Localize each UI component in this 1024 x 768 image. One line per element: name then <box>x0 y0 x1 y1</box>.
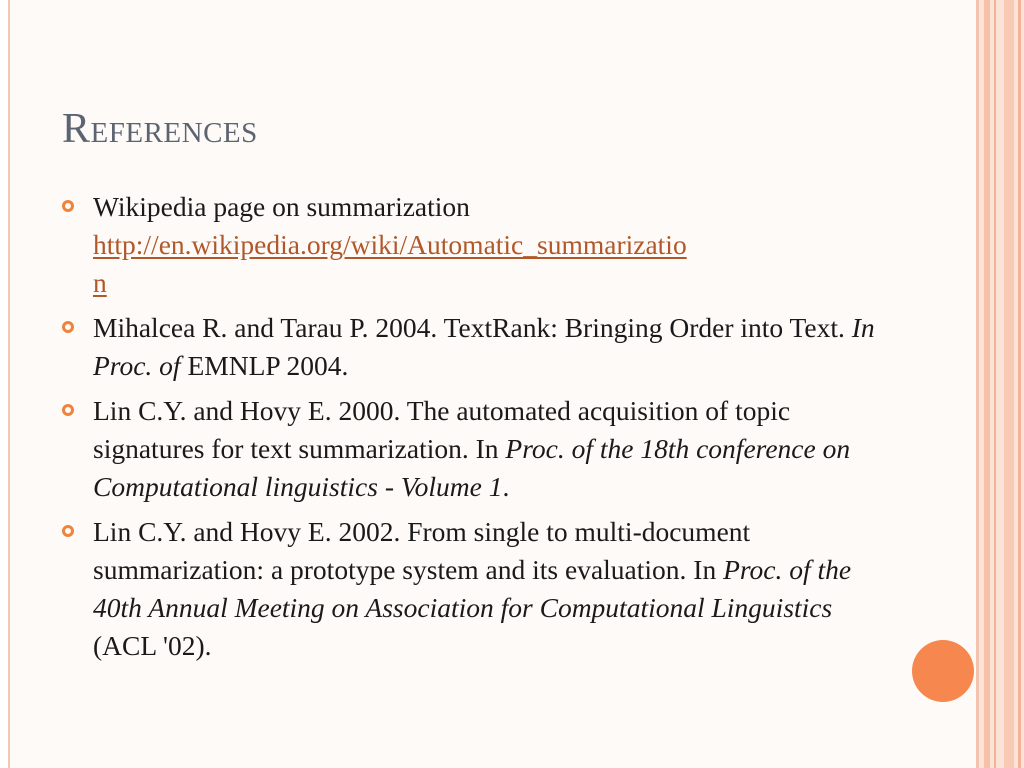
hollow-circle-bullet-icon <box>62 525 74 537</box>
wikipedia-link[interactable] <box>93 226 892 302</box>
stripe <box>1004 0 1014 768</box>
slide-title: References <box>62 106 258 152</box>
reference-venue-italic: Proc. of the 40th Annual Meeting on Association for Computational Linguistics <box>93 554 852 623</box>
stripe <box>1018 0 1021 768</box>
stripe <box>984 0 990 768</box>
reference-item-wikipedia <box>62 188 892 302</box>
reference-item-lin-hovy-2000 <box>62 392 892 506</box>
reference-text: Lin C.Y. and Hovy E. 2000. The automated acquisition of topic signatures for text summarization. In <box>93 395 791 464</box>
reference-text-end: EMNLP 2004. <box>180 350 349 381</box>
reference-text: Lin C.Y. and Hovy E. 2002. From single to multi-document summarization: a prototype system and its evaluation. In <box>93 516 751 585</box>
reference-text: Wikipedia page on summarization <box>93 191 470 222</box>
reference-text: Mihalcea R. and Tarau P. 2004. TextRank: Bringing Order into Text. <box>93 312 852 343</box>
stripe <box>994 0 996 768</box>
reference-list <box>62 188 892 672</box>
reference-text-end: . <box>502 471 510 502</box>
reference-item-textrank <box>62 309 892 385</box>
decorative-stripes <box>976 0 1024 768</box>
hollow-circle-bullet-icon <box>62 321 74 333</box>
orange-circle-icon <box>912 640 974 702</box>
link-text-line-1: http://en.wikipedia.org/wiki/Automatic_summarizatio <box>93 229 687 260</box>
stripe <box>976 0 979 768</box>
reference-item-lin-hovy-2002 <box>62 513 892 665</box>
hollow-circle-bullet-icon <box>62 404 74 416</box>
hollow-circle-bullet-icon <box>62 200 74 212</box>
link-text-line-2: n <box>93 267 107 298</box>
reference-venue-italic: Proc. of the 18th conference on Computational linguistics - Volume 1 <box>93 433 851 502</box>
reference-text-end: (ACL '02). <box>93 630 212 661</box>
reference-venue-italic: In Proc. of <box>93 312 875 381</box>
